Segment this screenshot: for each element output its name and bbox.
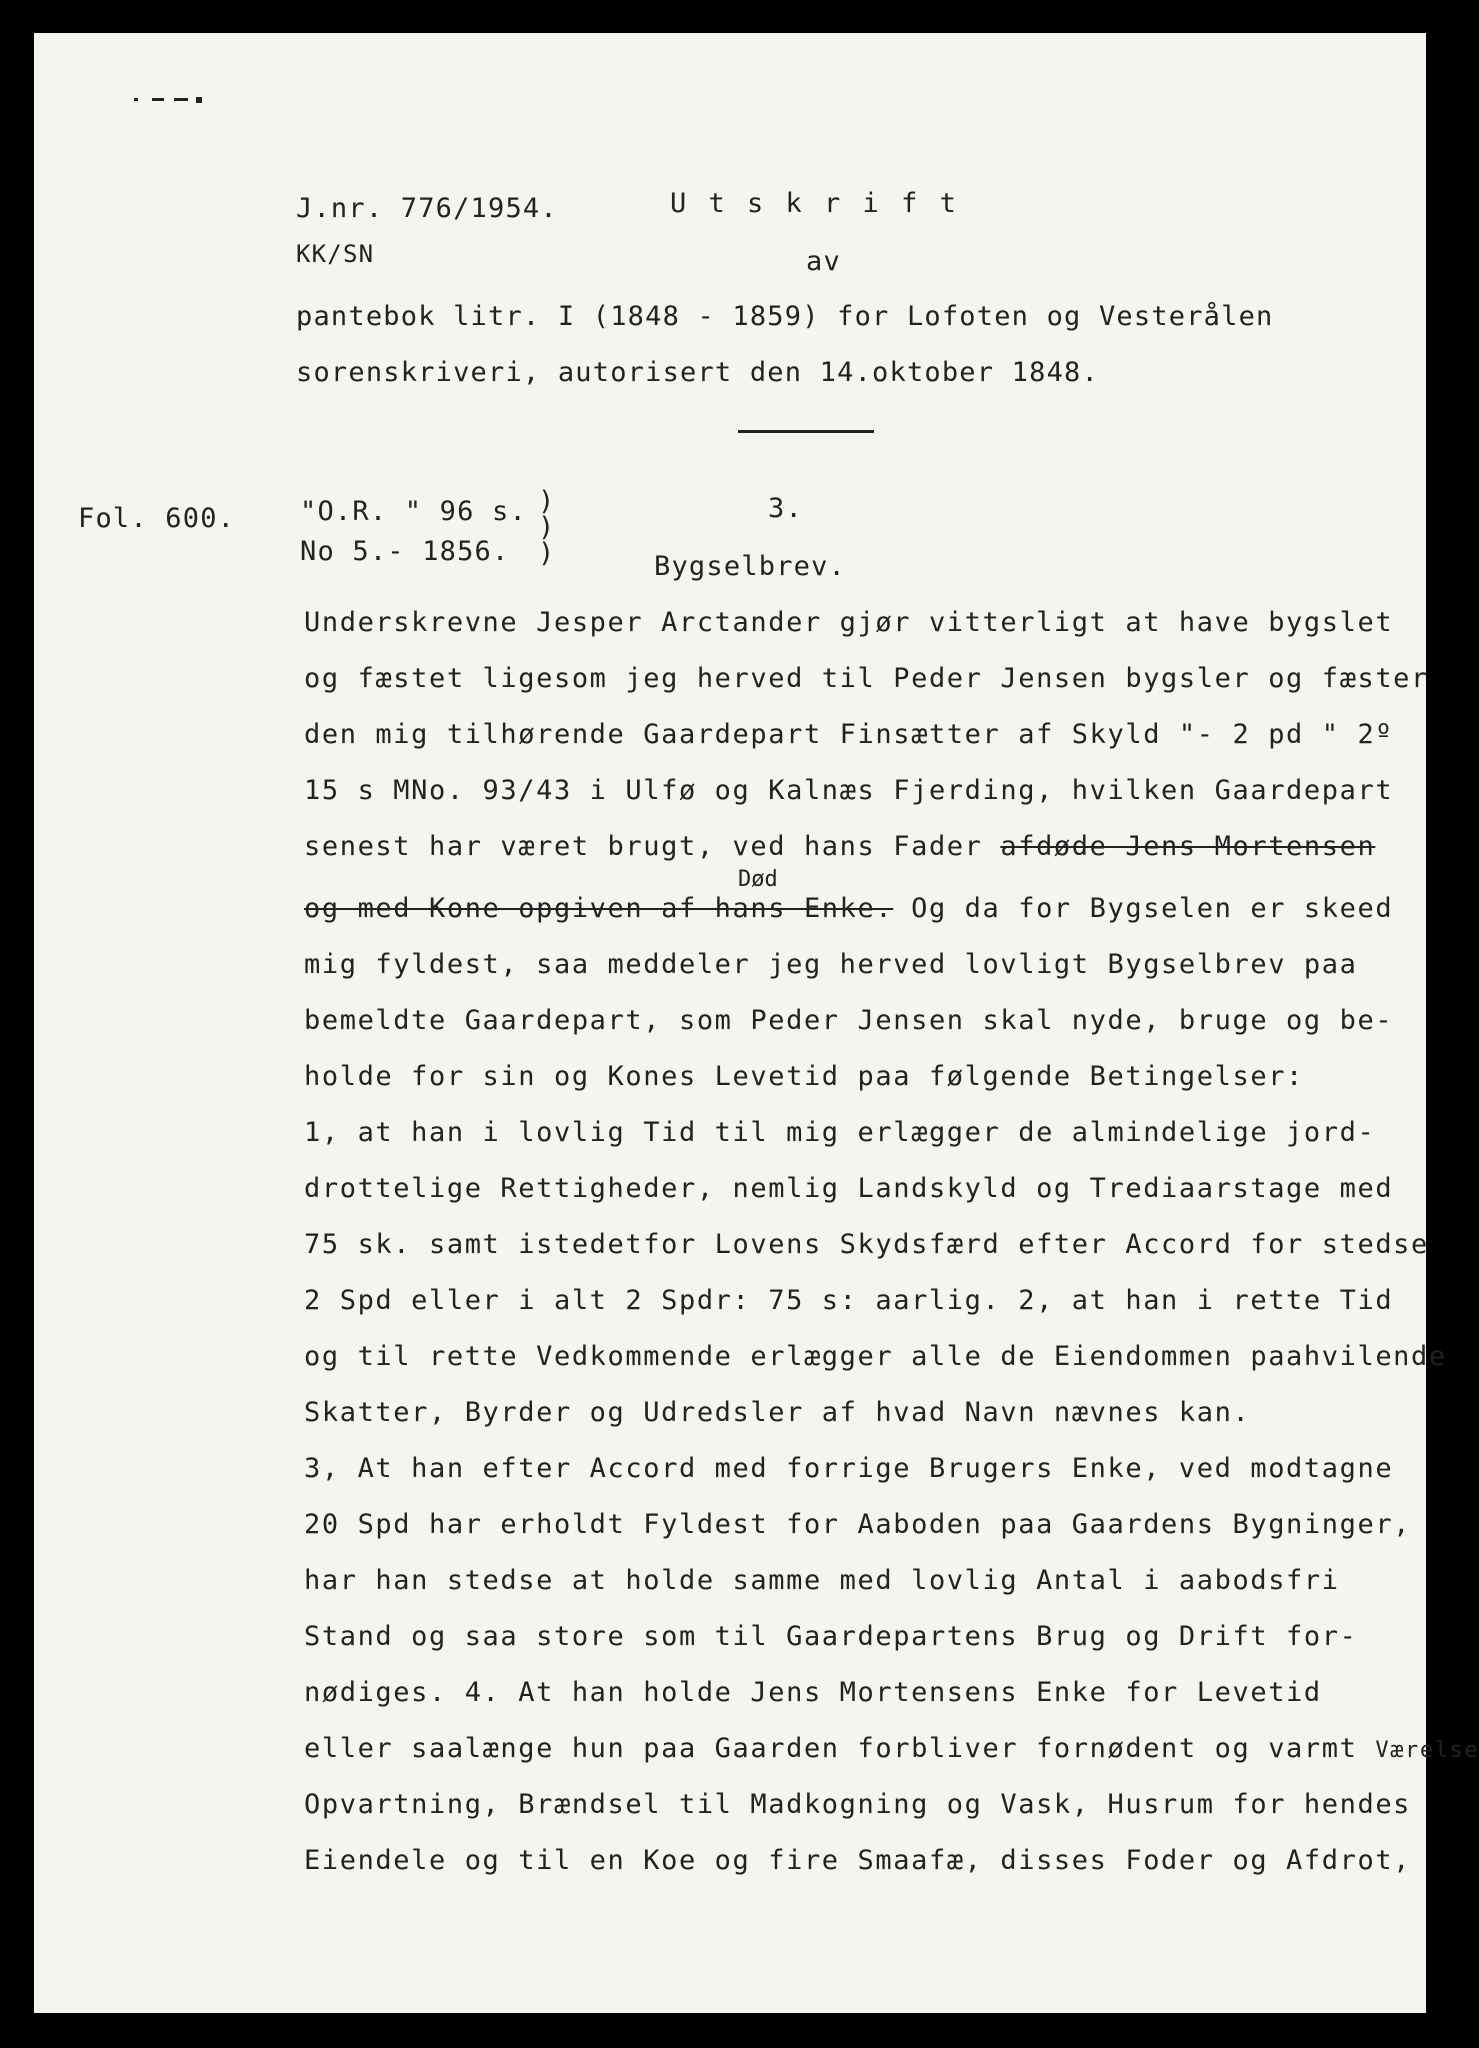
body-line-5-text: senest har været brugt, ved hans Fader: [304, 831, 1001, 862]
body-line-18: har han stedse at holde samme med lovlig Antal i aabodsfri: [304, 1565, 1340, 1596]
subtitle-line-2: sorenskriveri, autorisert den 14.oktober 1848.: [296, 357, 1099, 388]
body-line-12: 75 sk. samt istedetfor Lovens Skydsfærd efter Accord for stedse: [304, 1229, 1429, 1260]
subtitle-line-1: pantebok litr. I (1848 - 1859) for Lofoten og Vesterålen: [296, 301, 1274, 332]
title-av: av: [806, 246, 841, 277]
divider: [738, 430, 874, 433]
struck-text-2: og med Kone opgiven af hans Enke.: [304, 893, 894, 924]
body-line-10: 1, at han i lovlig Tid til mig erlægger de almindelige jord-: [304, 1117, 1376, 1148]
body-line-6: [304, 893, 1393, 924]
document-title: U t s k r i f t: [670, 188, 959, 219]
body-line-9: holde for sin og Kones Levetid paa følgende Betingelser:: [304, 1061, 1304, 1092]
body-line-21-text: eller saalænge hun paa Gaarden forbliver fornødent og varmt: [304, 1733, 1376, 1764]
section-heading: Bygselbrev.: [654, 551, 847, 582]
body-line-22: Opvartning, Brændsel til Madkogning og Vask, Husrum for hendes: [304, 1789, 1412, 1820]
case-code: KK/SN: [296, 240, 375, 268]
body-line-13: 2 Spd eller i alt 2 Spdr: 75 s: aarlig. 2, at han i rette Tid: [304, 1285, 1394, 1316]
typewriter-mark: [134, 93, 204, 107]
handwritten-vaerelse: Værelse: [1375, 1738, 1479, 1763]
body-line-17: 20 Spd har erholdt Fyldest for Aaboden paa Gaardens Bygninger,: [304, 1509, 1412, 1540]
body-line-1: Underskrevne Jesper Arctander gjør vitterligt at have bygslet: [304, 607, 1394, 638]
body-line-15: Skatter, Byrder og Udredsler af hvad Navn nævnes kan.: [304, 1397, 1251, 1428]
body-line-21: [304, 1733, 1479, 1764]
body-line-2: og fæstet ligesom jeg herved til Peder Jensen bygsler og fæster: [304, 663, 1429, 694]
body-line-20: nødiges. 4. At han holde Jens Mortensens Enke for Levetid: [304, 1677, 1322, 1708]
item-number: 3.: [768, 493, 803, 524]
body-line-7: mig fyldest, saa meddeler jeg herved lovligt Bygselbrev paa: [304, 949, 1358, 980]
document-page: [34, 33, 1479, 2013]
body-line-5: [304, 831, 1375, 862]
body-line-8: bemeldte Gaardepart, som Peder Jensen skal nyde, bruge og be-: [304, 1005, 1394, 1036]
body-line-16: 3, At han efter Accord med forrige Brugers Enke, ved modtagne: [304, 1453, 1394, 1484]
brackets: ) ) ): [538, 486, 556, 569]
body-line-6-text: Og da for Bygselen er skeed: [893, 893, 1394, 924]
body-line-19: Stand og saa store som til Gaardepartens Brug og Drift for-: [304, 1621, 1358, 1652]
struck-text-1: afdøde Jens Mortensen: [1000, 831, 1376, 862]
body-line-3: den mig tilhørende Gaardepart Finsætter af Skyld "- 2 pd " 2º: [304, 719, 1394, 750]
body-line-23: Eiendele og til en Koe og fire Smaafæ, disses Foder og Afdrot,: [304, 1845, 1412, 1876]
body-line-4: 15 s MNo. 93/43 i Ulfø og Kalnæs Fjerding, hvilken Gaardepart: [304, 775, 1394, 806]
handwritten-dod: Død: [738, 867, 778, 892]
folio: Fol. 600.: [78, 503, 236, 534]
body-line-11: drottelige Rettigheder, nemlig Landskyld og Trediaarstage med: [304, 1173, 1394, 1204]
record-ref: "O.R. " 96 s.: [300, 496, 527, 527]
body-line-14: og til rette Vedkommende erlægger alle de Eiendommen paahvilende: [304, 1341, 1447, 1372]
journal-number: J.nr. 776/1954.: [296, 193, 558, 224]
record-number: No 5.- 1856.: [300, 536, 510, 567]
